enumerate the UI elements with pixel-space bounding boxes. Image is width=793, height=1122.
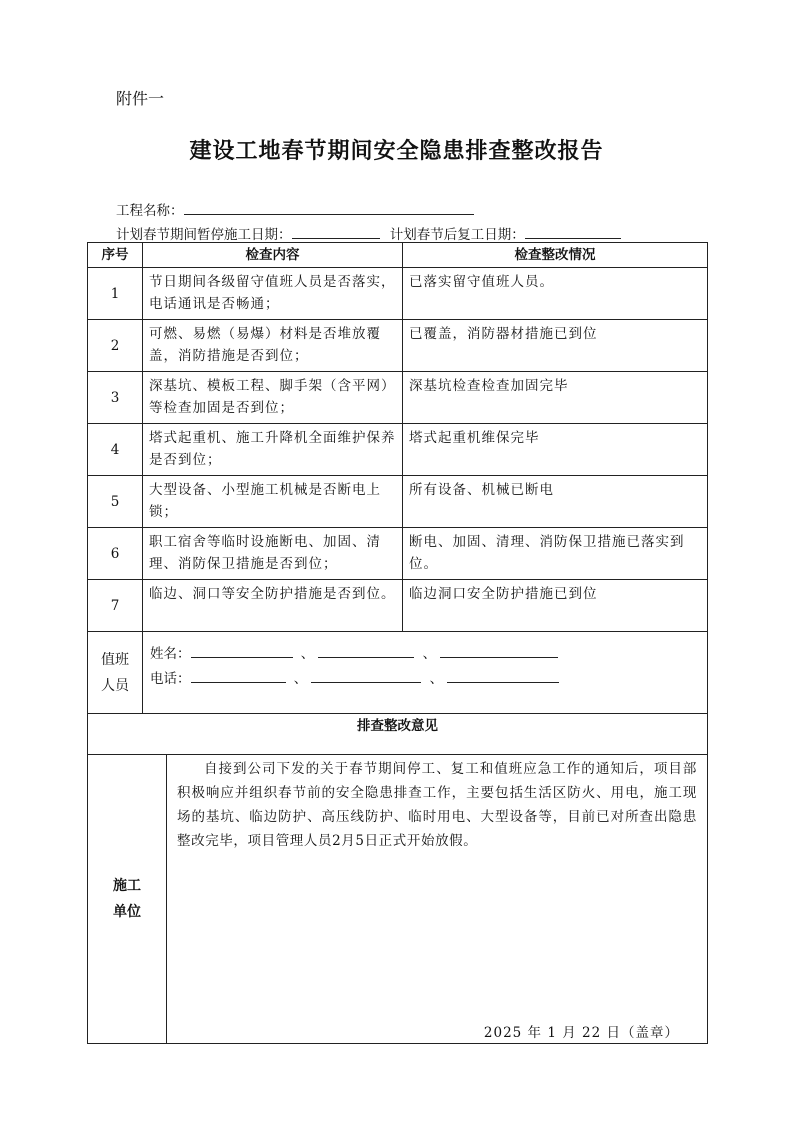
table-row — [88, 320, 708, 372]
resume-date-field[interactable] — [525, 225, 621, 239]
opinion-header: 排查整改意见 — [88, 714, 708, 755]
row-index: 2 — [88, 320, 143, 372]
report-title: 建设工地春节期间安全隐患排查整改报告 — [189, 138, 604, 164]
row-status: 临边洞口安全防护措施已到位 — [403, 580, 708, 632]
row-content: 深基坑、模板工程、脚手架（含平网）等检查加固是否到位； — [143, 372, 403, 424]
project-name-field[interactable] — [184, 201, 474, 215]
row-content: 节日期间各级留守值班人员是否落实，电话通讯是否畅通； — [143, 268, 403, 320]
sign-date: 2025 年 1 月 22 日（盖章） — [483, 1025, 679, 1041]
row-index: 4 — [88, 424, 143, 476]
dates-row — [116, 223, 621, 243]
table-row — [88, 476, 708, 528]
row-status: 已落实留守值班人员。 — [403, 268, 708, 320]
row-content: 临边、洞口等安全防护措施是否到位。 — [143, 580, 403, 632]
inspection-table — [87, 242, 708, 1044]
duty-phone-field-1[interactable] — [191, 669, 286, 683]
unit-row — [88, 755, 708, 1044]
table-header-row — [88, 243, 708, 268]
row-status: 深基坑检查检查加固完毕 — [403, 372, 708, 424]
resume-date-label: 计划春节后复工日期： — [389, 227, 525, 243]
row-content: 塔式起重机、施工升降机全面维护保养是否到位； — [143, 424, 403, 476]
row-index: 7 — [88, 580, 143, 632]
duty-label: 值班 人员 — [88, 632, 143, 714]
opinion-text: 自接到公司下发的关于春节期间停工、复工和值班应急工作的通知后，项目部积极响应并组织春节前的安全隐患排查工作，主要包括生活区防火、用电，施工现场的基坑、临边防护、高压线防护、临时用电、大型设备等，目前已对所查出隐患整改完毕，项目管理人员2月5日正式开始放假。 — [177, 761, 697, 849]
duty-name-field-1[interactable] — [191, 644, 293, 658]
attachment-label: 附件一 — [116, 89, 165, 108]
row-index: 6 — [88, 528, 143, 580]
duty-phone-label: 电话： — [150, 671, 191, 687]
row-status: 断电、加固、清理、消防保卫措施已落实到位。 — [403, 528, 708, 580]
table-row — [88, 528, 708, 580]
row-status: 塔式起重机维保完毕 — [403, 424, 708, 476]
stop-date-field[interactable] — [292, 225, 380, 239]
duty-name-field-3[interactable] — [440, 644, 558, 658]
unit-label: 施工 单位 — [88, 755, 167, 1044]
duty-fields — [143, 632, 708, 714]
row-status: 已覆盖，消防器材措施已到位 — [403, 320, 708, 372]
duty-name-label: 姓名： — [150, 646, 191, 662]
duty-phone-field-2[interactable] — [311, 669, 421, 683]
opinion-header-row — [88, 714, 708, 755]
table-row — [88, 424, 708, 476]
row-content: 职工宿舍等临时设施断电、加固、清理、消防保卫措施是否到位； — [143, 528, 403, 580]
duty-row — [88, 632, 708, 714]
table-row — [88, 268, 708, 320]
duty-phone-field-3[interactable] — [447, 669, 559, 683]
opinion-cell — [167, 755, 708, 1044]
header-index: 序号 — [88, 243, 143, 268]
row-content: 可燃、易燃（易爆）材料是否堆放覆盖，消防措施是否到位； — [143, 320, 403, 372]
row-index: 1 — [88, 268, 143, 320]
table-row — [88, 580, 708, 632]
stop-date-label: 计划春节期间暂停施工日期： — [116, 227, 292, 243]
duty-phone-line: 电话： 、 、 — [150, 667, 707, 692]
project-name-label: 工程名称： — [116, 203, 184, 219]
row-index: 3 — [88, 372, 143, 424]
header-status: 检查整改情况 — [403, 243, 708, 268]
project-name-row — [116, 199, 474, 219]
duty-name-field-2[interactable] — [318, 644, 414, 658]
table-row — [88, 372, 708, 424]
row-content: 大型设备、小型施工机械是否断电上锁； — [143, 476, 403, 528]
header-content: 检查内容 — [143, 243, 403, 268]
duty-name-line: 姓名： 、 、 — [150, 642, 707, 667]
row-index: 5 — [88, 476, 143, 528]
row-status: 所有设备、机械已断电 — [403, 476, 708, 528]
